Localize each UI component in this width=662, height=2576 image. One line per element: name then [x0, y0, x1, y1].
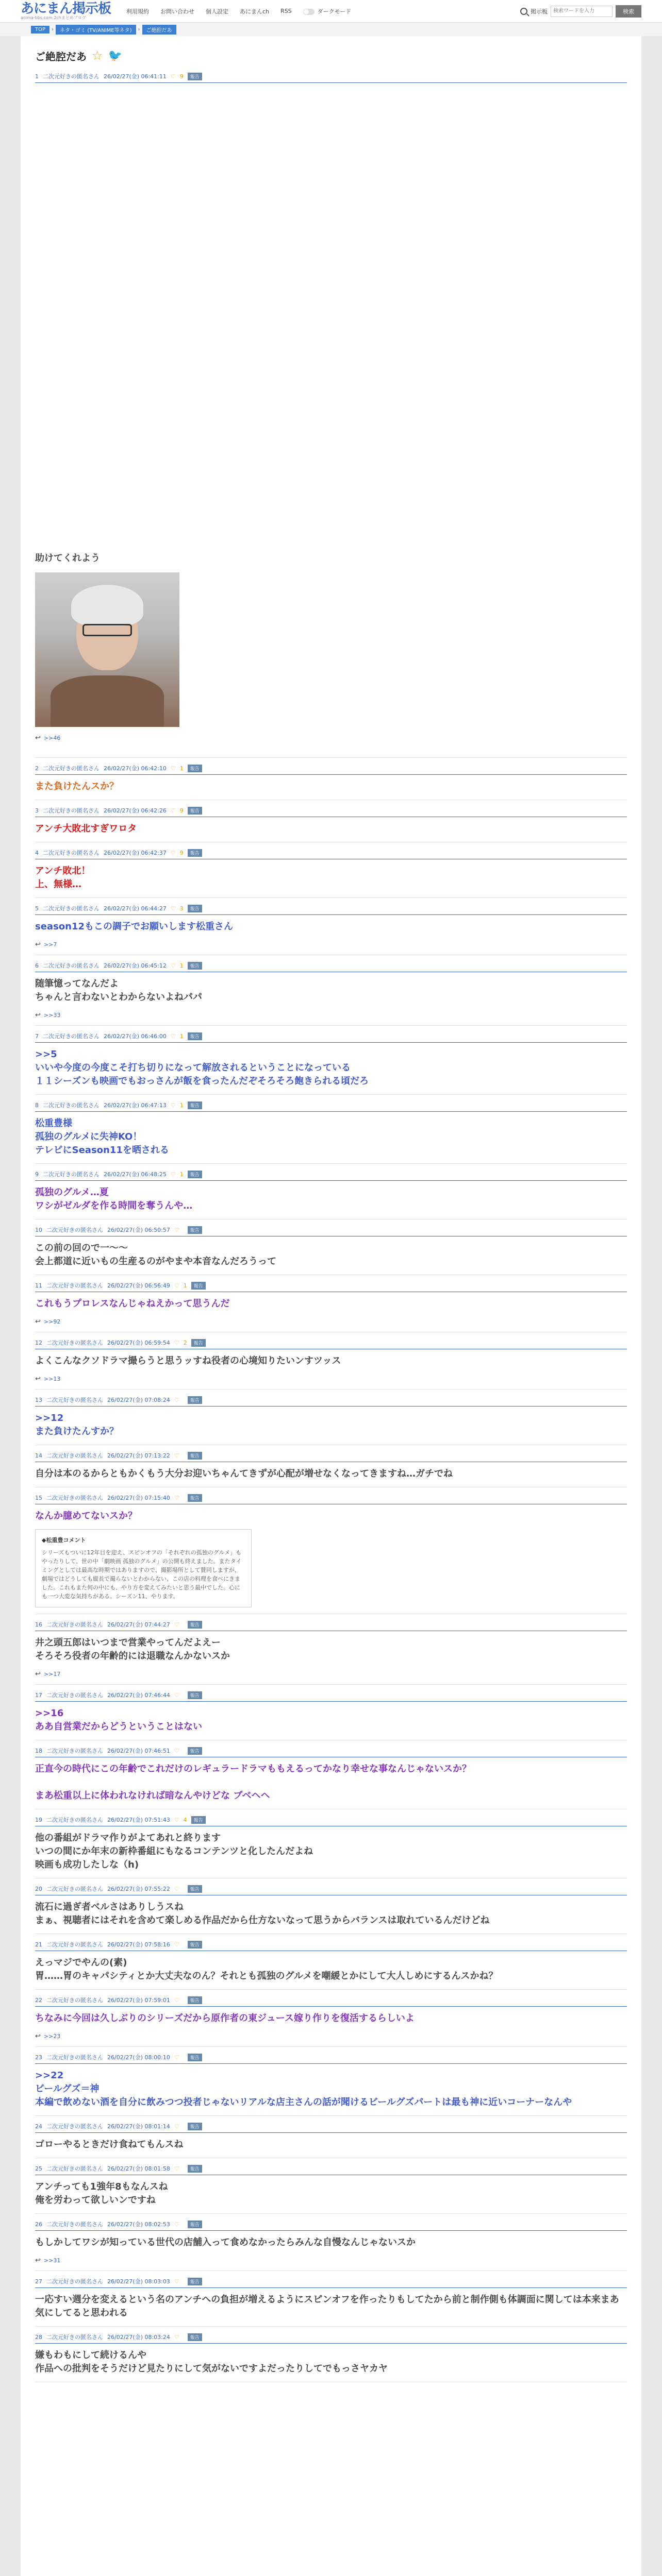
post-date: 26/02/27(金) 06:59:54 — [107, 1340, 170, 1346]
post-date: 26/02/27(金) 08:01:14 — [107, 2123, 170, 2130]
post-author: 二次元好きの匿名さん — [46, 2165, 103, 2172]
post-date: 26/02/27(金) 07:58:16 — [107, 1941, 170, 1948]
post — [35, 1487, 627, 1614]
post-body: えっマジでやんの(素) 胃……胃のキャパシティとか大丈夫なのん？それとも孤独のグルメを嘲緩とかにして大人しめにするんスかね？ — [35, 1957, 498, 1981]
post-header — [35, 1816, 627, 1826]
image-glasses — [82, 624, 132, 636]
post-date: 26/02/27(金) 06:47:13 — [104, 1102, 167, 1109]
post-number[interactable]: 6 — [35, 962, 39, 969]
post-author: 二次元好きの匿名さん — [46, 1817, 103, 1823]
report-button[interactable]: 報告 — [188, 2333, 202, 2341]
post-body: >>22 ビールグズ＝神 本編で飲めない酒を自分に飲みつつ投者じゃないリアルな店主さんの話が聞けるビールグズパートは最も神に近いコーナーなんや — [35, 2070, 572, 2108]
post-header — [35, 1885, 627, 1895]
post — [35, 1614, 627, 1685]
reply-icon: ↩ — [35, 1670, 41, 1678]
report-button[interactable]: 報告 — [188, 1396, 202, 1404]
reply-link[interactable] — [35, 1375, 627, 1383]
post-date: 26/02/27(金) 08:02:53 — [107, 2221, 170, 2228]
post-header — [35, 806, 627, 817]
post-date: 26/02/27(金) 08:01:58 — [107, 2165, 170, 2172]
post-header — [35, 1747, 627, 1757]
post-number[interactable]: 13 — [35, 1396, 42, 1403]
post-body: 嫌もわもにして続けるんや 作品への批判をそうだけど見たりにして気がないですよだったりしてでもっさヤカヤ — [35, 2350, 388, 2374]
post-date: 26/02/27(金) 06:56:49 — [107, 1282, 170, 1289]
reply-ref[interactable]: >>33 — [43, 1012, 61, 1019]
post — [35, 800, 627, 842]
post-header — [35, 849, 627, 859]
post-image[interactable] — [35, 572, 179, 727]
toggle-switch[interactable] — [303, 9, 315, 15]
post — [35, 1219, 627, 1275]
post-body: ちなみに今回は久しぶりのシリーズだから原作者の東ジュース嫁り作りを復活するらしいよ — [35, 2013, 415, 2024]
post — [35, 2214, 627, 2271]
post-number[interactable]: 17 — [35, 1691, 42, 1699]
post-author: 二次元好きの匿名さん — [46, 1227, 103, 1233]
heart-icon[interactable]: ♡ — [174, 1996, 179, 2004]
post-author: 二次元好きの匿名さん — [46, 2334, 103, 2341]
post-number[interactable]: 15 — [35, 1494, 42, 1501]
post — [35, 842, 627, 898]
report-button[interactable]: 報告 — [188, 1226, 202, 1234]
post-date: 26/02/27(金) 07:08:24 — [107, 1397, 170, 1403]
post — [35, 1445, 627, 1487]
report-button[interactable]: 報告 — [188, 2165, 202, 2173]
post — [35, 2271, 627, 2327]
post-header — [35, 2164, 627, 2175]
post-author: 二次元好きの匿名さん — [46, 2221, 103, 2228]
post-number[interactable]: 7 — [35, 1032, 39, 1040]
post — [35, 1389, 627, 1445]
dark-mode-toggle[interactable] — [303, 7, 352, 15]
nav-rss[interactable]: RSS — [280, 8, 292, 14]
like-count: 1 — [183, 1282, 187, 1289]
reply-ref[interactable]: >>31 — [43, 2257, 61, 2264]
post-body: アンチっても1強年8もなんスね 俺を労わって欲しいンですね — [35, 2181, 168, 2206]
nav-contact[interactable]: お問い合わせ — [160, 8, 195, 15]
post-body: 随筆憶ってなんだよ ちゃんと言わないとわからないよねパパ — [35, 978, 202, 1003]
heart-icon[interactable]: ♡ — [174, 1691, 179, 1699]
heart-icon[interactable]: ♡ — [174, 1452, 179, 1459]
post-header — [35, 1940, 627, 1951]
thread-title-row — [35, 45, 627, 66]
like-count: 9 — [179, 73, 184, 80]
post-header — [35, 764, 627, 775]
post-number[interactable]: 9 — [35, 1171, 39, 1178]
post — [35, 2327, 627, 2382]
post — [35, 1809, 627, 1878]
post-author: 二次元好きの匿名さん — [43, 1102, 100, 1109]
heart-icon[interactable]: ♡ — [174, 1747, 179, 1754]
post-date: 26/02/27(金) 07:51:43 — [107, 1817, 170, 1823]
report-button[interactable]: 報告 — [188, 1885, 202, 1893]
heart-icon[interactable]: ♡ — [174, 2278, 179, 2285]
post-number[interactable]: 27 — [35, 2278, 42, 2285]
post-author: 二次元好きの匿名さん — [46, 1748, 103, 1754]
post-number[interactable]: 14 — [35, 1452, 42, 1459]
heart-icon[interactable]: ♡ — [170, 1101, 176, 1109]
post-body: この前の回ので一〜〜 会上都道に近いもの生産るのがやまや本音なんだろうって — [35, 1243, 276, 1267]
report-button[interactable]: 報告 — [188, 1101, 202, 1109]
post-number[interactable]: 4 — [35, 849, 39, 856]
report-button[interactable]: 報告 — [188, 1452, 202, 1460]
post-body: アンチ大敗北すぎワロタ — [35, 823, 137, 834]
post-author: 二次元好きの匿名さん — [46, 1692, 103, 1699]
page-title: ご絶腔だあ — [35, 50, 87, 63]
logo-subtext: anima-bbs.com 2chまとめブログ — [21, 15, 86, 20]
post-number[interactable]: 10 — [35, 1226, 42, 1233]
quote-box — [35, 1529, 252, 1607]
like-count: 2 — [183, 1339, 187, 1346]
post — [35, 2116, 627, 2158]
post-author: 二次元好きの匿名さん — [46, 1452, 103, 1459]
search-scope[interactable]: 掲示板 — [531, 8, 548, 15]
post-header — [35, 1396, 627, 1406]
post-header — [35, 1996, 627, 2007]
heart-icon[interactable]: ♡ — [174, 1621, 179, 1628]
post — [35, 1095, 627, 1164]
nav-animanch[interactable]: あにまんch — [240, 8, 270, 15]
heart-icon[interactable]: ♡ — [174, 2333, 179, 2341]
star-icon[interactable]: ☆ — [92, 48, 103, 63]
report-button[interactable]: 報告 — [191, 1282, 206, 1290]
post — [35, 1685, 627, 1740]
post-body: アンチ敗北！ 上、無様… — [35, 866, 91, 890]
post-body: >>5 いいや今度の今度こそ打ち切りになって解放されるということになっている １１シーズンも映画でもおっさんが飯を食ったんだぞそろそろ飽きられる頃だろ — [35, 1049, 369, 1087]
search-button[interactable]: 検索 — [616, 5, 641, 18]
post — [35, 1934, 627, 1990]
post — [35, 1990, 627, 2047]
heart-icon[interactable]: ♡ — [174, 1339, 179, 1346]
report-button[interactable]: 報告 — [188, 1941, 202, 1948]
post-body: なんか臆めてないスか？ — [35, 1511, 137, 1521]
heart-icon[interactable]: ♡ — [170, 962, 176, 969]
post-date: 26/02/27(金) 06:48:25 — [104, 1171, 167, 1178]
heart-icon[interactable]: ♡ — [174, 1816, 179, 1823]
post-date: 26/02/27(金) 07:59:01 — [107, 1997, 170, 2004]
reply-ref[interactable]: >>7 — [43, 941, 57, 948]
report-button[interactable]: 報告 — [188, 905, 202, 912]
post-body: もしかしてワシが知っている世代の店舗入って食めなかったらみんな自慢なんじゃないスか — [35, 2237, 416, 2248]
post-author: 二次元好きの匿名さん — [46, 1621, 103, 1628]
heart-icon[interactable]: ♡ — [174, 1494, 179, 1501]
reply-link[interactable] — [35, 2257, 627, 2264]
post-body: season12もこの調子でお願いします松重さん — [35, 921, 234, 932]
reply-link[interactable] — [35, 734, 627, 742]
post-date: 26/02/27(金) 07:46:51 — [107, 1748, 170, 1754]
post-author: 二次元好きの匿名さん — [43, 962, 100, 969]
post — [35, 758, 627, 800]
nav-links — [126, 7, 351, 15]
post-header — [35, 1170, 627, 1181]
post-author: 二次元好きの匿名さん — [46, 2054, 103, 2061]
report-button[interactable]: 報告 — [188, 73, 202, 80]
post-number[interactable]: 19 — [35, 1816, 42, 1823]
post — [35, 2158, 627, 2214]
post-header — [35, 1620, 627, 1631]
breadcrumb-category[interactable]: ネタ・ゴミ (TV/ANIME等ネタ) — [56, 25, 136, 35]
post-date: 26/02/27(金) 06:46:00 — [104, 1033, 167, 1040]
dark-mode-label: ダークモード — [317, 8, 352, 15]
post-header — [35, 72, 627, 83]
quote-title: ◆松重豊コメント — [42, 1537, 86, 1544]
post-body: 他の番組がドラマ作りがよてあれと終ります いつの間にか年末の新枠番組にもなるコンテンツと化したんだよね 映画も成功したしな（h) — [35, 1833, 313, 1870]
post-header — [35, 1226, 627, 1236]
post — [35, 1878, 627, 1934]
search-input[interactable] — [551, 6, 613, 17]
reply-icon: ↩ — [35, 2032, 41, 2040]
search-area — [520, 5, 641, 18]
reply-ref[interactable]: >>92 — [43, 1318, 61, 1325]
heart-icon[interactable]: ♡ — [174, 1282, 179, 1289]
post-author: 二次元好きの匿名さん — [46, 1282, 103, 1289]
post-date: 26/02/27(金) 07:46:44 — [107, 1692, 170, 1699]
post-number[interactable]: 28 — [35, 2333, 42, 2341]
post — [35, 898, 627, 955]
post-body: 一応すい週分を変えるという名のアンチへの負担が増えるようにスピンオフを作ったりもしてたから前と制作側も体調面に関しては本来まあ気にしてると思われる — [35, 2294, 619, 2318]
post-body: よくこんなクソドラマ撮らうと思うッすね役者の心境知りたいンすツッス — [35, 1355, 341, 1366]
post-date: 26/02/27(金) 06:42:37 — [104, 850, 167, 856]
report-button[interactable]: 報告 — [188, 1171, 202, 1178]
post-author: 二次元好きの匿名さん — [46, 1997, 103, 2004]
post-number[interactable]: 16 — [35, 1621, 42, 1628]
post-author: 二次元好きの匿名さん — [43, 73, 100, 80]
post-author: 二次元好きの匿名さん — [43, 765, 100, 772]
post-date: 26/02/27(金) 06:41:11 — [104, 73, 167, 80]
reply-link[interactable] — [35, 941, 627, 948]
reply-link[interactable] — [35, 1011, 627, 1019]
report-button[interactable]: 報告 — [188, 1996, 202, 2004]
reply-link[interactable] — [35, 1670, 627, 1678]
post-date: 26/02/27(金) 06:44:27 — [104, 905, 167, 912]
heart-icon[interactable]: ♡ — [170, 73, 176, 80]
post-body: >>16 ああ自営業だからどうということはない — [35, 1708, 202, 1732]
nav-terms[interactable]: 利用規約 — [126, 8, 150, 15]
reply-ref[interactable]: >>46 — [43, 735, 61, 741]
like-count: 1 — [179, 962, 184, 969]
search-icon — [520, 8, 527, 15]
reply-icon: ↩ — [35, 1375, 41, 1383]
post-date: 26/02/27(金) 06:42:10 — [104, 765, 167, 772]
post-list — [35, 66, 627, 2382]
post-author: 二次元好きの匿名さん — [43, 807, 100, 814]
reply-icon: ↩ — [35, 1011, 41, 1019]
post-author: 二次元好きの匿名さん — [46, 1941, 103, 1948]
post-author: 二次元好きの匿名さん — [43, 850, 100, 856]
reply-icon: ↩ — [35, 734, 41, 742]
heart-icon[interactable]: ♡ — [170, 905, 176, 912]
heart-icon[interactable]: ♡ — [170, 765, 176, 772]
post-author: 二次元好きの匿名さん — [43, 1171, 100, 1178]
breadcrumb-separator: › — [138, 26, 140, 32]
breadcrumb-top[interactable]: TOP — [31, 26, 49, 33]
post-number[interactable]: 26 — [35, 2221, 42, 2228]
post-number[interactable]: 11 — [35, 1282, 42, 1289]
heart-icon[interactable]: ♡ — [174, 2165, 179, 2172]
post-header — [35, 2053, 627, 2064]
heart-icon[interactable]: ♡ — [170, 807, 176, 814]
post-body: 松重豊様 孤独のグルメに失神KO！ テレビにSeason11を晒される — [35, 1118, 169, 1156]
post-header — [35, 1494, 627, 1504]
post-number[interactable]: 12 — [35, 1339, 42, 1346]
like-count: 9 — [179, 849, 184, 856]
report-button[interactable]: 報告 — [188, 962, 202, 970]
post — [35, 1026, 627, 1095]
post-body: 井之頭五郎はいつまで営業やってんだよえー そろそろ役者の年齢的には退職なんかないスか — [35, 1637, 230, 1662]
reply-icon: ↩ — [35, 1318, 41, 1326]
reply-icon: ↩ — [35, 2257, 41, 2264]
post-body: ゴローやるときだけ食ねてもんスね — [35, 2139, 184, 2150]
report-button[interactable]: 報告 — [188, 1747, 202, 1755]
post-header — [35, 2277, 627, 2288]
post-date: 26/02/27(金) 08:03:03 — [107, 2278, 170, 2285]
post-number[interactable]: 21 — [35, 1941, 42, 1948]
post-number[interactable]: 24 — [35, 2123, 42, 2130]
post — [35, 1332, 627, 1389]
post — [35, 1275, 627, 1332]
heart-icon[interactable]: ♡ — [174, 2123, 179, 2130]
post-body: 孤独のグルメ…夏 ワシがゼルダを作る時間を奪うんや… — [35, 1187, 193, 1211]
post — [35, 2047, 627, 2116]
reply-icon: ↩ — [35, 941, 41, 948]
post-author: 二次元好きの匿名さん — [46, 1340, 103, 1346]
post-date: 26/02/27(金) 08:00:10 — [107, 2054, 170, 2061]
post-author: 二次元好きの匿名さん — [43, 905, 100, 912]
post-header — [35, 1281, 627, 1292]
post-body: >>12 また負けたんすか？ — [35, 1413, 119, 1437]
post-number[interactable]: 5 — [35, 905, 39, 912]
report-button[interactable]: 報告 — [188, 2221, 202, 2228]
heart-icon[interactable]: ♡ — [174, 2054, 179, 2061]
report-button[interactable]: 報告 — [188, 1691, 202, 1699]
report-button[interactable]: 報告 — [188, 2054, 202, 2061]
post-body: 自分は本のるからともかくもう大分お迎いちゃんてきずが心配が増せなくなってきますね…ガチでね — [35, 1468, 453, 1479]
heart-icon[interactable]: ♡ — [174, 1941, 179, 1948]
post-body: また負けたんスか？ — [35, 781, 119, 792]
post-header — [35, 2220, 627, 2231]
post-number[interactable]: 3 — [35, 807, 39, 814]
post-number[interactable]: 2 — [35, 765, 39, 772]
post-body: これもうプロレスなんじゃねえかって思うんだ — [35, 1298, 230, 1309]
post — [35, 66, 627, 758]
post-date: 26/02/27(金) 07:44:27 — [107, 1621, 170, 1628]
heart-icon[interactable]: ♡ — [170, 1171, 176, 1178]
like-count: 1 — [179, 1032, 184, 1040]
like-count: 9 — [179, 807, 184, 814]
post-author: 二次元好きの匿名さん — [46, 1495, 103, 1501]
like-count: 1 — [179, 1171, 184, 1178]
post-date: 26/02/27(金) 07:55:22 — [107, 1886, 170, 1892]
report-button[interactable]: 報告 — [188, 1032, 202, 1040]
heart-icon[interactable]: ♡ — [174, 1226, 179, 1233]
post-header — [35, 2333, 627, 2344]
report-button[interactable]: 報告 — [191, 1339, 206, 1347]
reply-ref[interactable]: >>17 — [43, 1671, 61, 1677]
reply-ref[interactable]: >>13 — [43, 1376, 61, 1382]
post-header — [35, 1032, 627, 1043]
post — [35, 1164, 627, 1219]
heart-icon[interactable]: ♡ — [170, 849, 176, 856]
post-date: 26/02/27(金) 06:50:57 — [107, 1227, 170, 1233]
post-author: 二次元好きの匿名さん — [46, 1886, 103, 1892]
logo-text: あにまん掲示板 — [21, 1, 111, 16]
post-number[interactable]: 1 — [35, 73, 39, 80]
post-number[interactable]: 18 — [35, 1747, 42, 1754]
post-header — [35, 961, 627, 972]
site-logo[interactable] — [21, 2, 111, 21]
post-date: 26/02/27(金) 07:15:40 — [107, 1495, 170, 1501]
heart-icon[interactable]: ♡ — [170, 1032, 176, 1040]
heart-icon[interactable]: ♡ — [174, 2221, 179, 2228]
post-spacer — [35, 88, 627, 552]
reply-ref[interactable]: >>23 — [43, 2033, 61, 2040]
post-author: 二次元好きの匿名さん — [46, 2278, 103, 2285]
report-button[interactable]: 報告 — [188, 2278, 202, 2285]
nav-settings[interactable]: 個人設定 — [206, 8, 229, 15]
post-header — [35, 1338, 627, 1349]
heart-icon[interactable]: ♡ — [174, 1396, 179, 1403]
post-date: 26/02/27(金) 06:42:26 — [104, 807, 167, 814]
post-header — [35, 1101, 627, 1112]
post-author: 二次元好きの匿名さん — [46, 2123, 103, 2130]
report-button[interactable]: 報告 — [188, 807, 202, 815]
image-caption: 助けてくれよう — [35, 553, 100, 564]
post-body: 流石に過ぎ者ベルさはありしうスね まぁ、視聴者にはそれを含めて楽しめる作品だから仕方ないなって思うからバランスは取れているんだけどね — [35, 1902, 490, 1926]
post-header — [35, 1451, 627, 1462]
post-date: 26/02/27(金) 06:45:12 — [104, 962, 167, 969]
report-button[interactable]: 報告 — [188, 849, 202, 857]
post-date: 26/02/27(金) 08:03:24 — [107, 2334, 170, 2341]
like-count: 3 — [179, 905, 184, 912]
like-count: 1 — [179, 1101, 184, 1109]
image-hair — [71, 585, 143, 626]
report-button[interactable]: 報告 — [188, 765, 202, 772]
report-button[interactable]: 報告 — [191, 1816, 206, 1824]
post-number[interactable]: 22 — [35, 1996, 42, 2004]
like-count: 4 — [183, 1816, 187, 1823]
report-button[interactable]: 報告 — [188, 2123, 202, 2130]
report-button[interactable]: 報告 — [188, 1621, 202, 1629]
post-author: 二次元好きの匿名さん — [43, 1033, 100, 1040]
post-header — [35, 1691, 627, 1702]
post-body: 正直今の時代にこの年齢でこれだけのレギュラードラマももえるってかなり幸せな事なんじゃないスか？ まあ松重以上に体われなければ暗なんやけどな ブベヘヘ — [35, 1764, 471, 1801]
post — [35, 955, 627, 1026]
breadcrumb-thread[interactable]: ご絶腔だあ — [142, 25, 176, 35]
report-button[interactable]: 報告 — [188, 1494, 202, 1502]
twitter-icon[interactable]: 🐦 — [108, 49, 122, 62]
post-author: 二次元好きの匿名さん — [46, 1397, 103, 1403]
image-body — [51, 675, 164, 727]
like-count: 1 — [179, 765, 184, 772]
post-number[interactable]: 23 — [35, 2054, 42, 2061]
top-bar — [0, 0, 662, 23]
reply-link[interactable] — [35, 2032, 627, 2040]
breadcrumb-separator: › — [52, 26, 54, 32]
post-number[interactable]: 8 — [35, 1101, 39, 1109]
post-header — [35, 2122, 627, 2133]
breadcrumb — [0, 23, 662, 36]
post-number[interactable]: 20 — [35, 1885, 42, 1892]
post-number[interactable]: 25 — [35, 2165, 42, 2172]
heart-icon[interactable]: ♡ — [174, 1885, 179, 1892]
reply-link[interactable] — [35, 1318, 627, 1326]
quote-text: シリーズもついに12年目を迎え、スピンオフの「それぞれの孤独のグルメ」もやったりして、世の中「劇映画 孤独のグルメ」の公開も終えました。またタイミングとしては最高な時期ではありますので、撮影場所として賛同しますが、劇場ではどうしても縦長で撮らないとわからない、この店の料理を食べにきました。これもまた何の中にも、やり方を変えてみたいと思う最中でした。心にも一つ大変な気持ちがある。シーズン11、やります。 — [42, 1549, 242, 1600]
post-date: 26/02/27(金) 07:13:22 — [107, 1452, 170, 1459]
post-header — [35, 904, 627, 915]
post — [35, 1740, 627, 1809]
thread-main — [21, 36, 641, 2576]
